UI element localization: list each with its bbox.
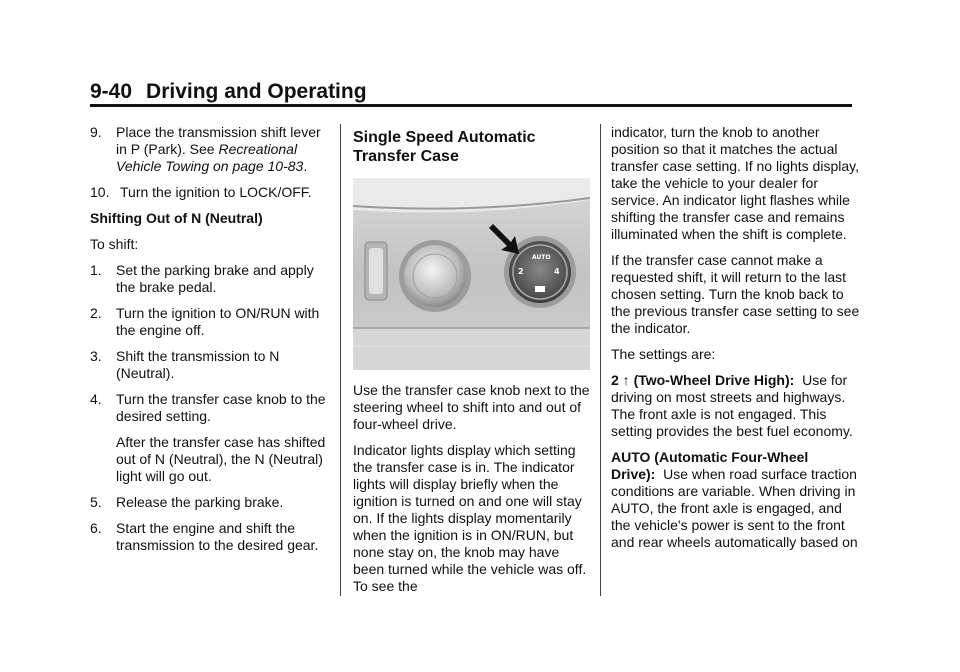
column-2 [353,124,593,604]
step-4: 4. Turn the transfer case knob to the desired setting. [90,391,326,424]
cross-reference-link[interactable]: Recreational Vehicle Towing on page 10-83 [116,141,304,174]
section-title: Single Speed Automatic Transfer Case [353,129,536,165]
paragraph: Indicator lights display which setting the transfer case is in. The indicator lights will display briefly when the ignition is turned on and one will stay on. If the lights display momentarily when the ignition is in ON/RUN, but none stay on, the knob may have been turned while the vehicle was off. To see the [353,442,587,594]
step-4-note: After the transfer case has shifted out of N (Neutral), the N (Neutral) light will go out. [116,434,326,484]
step-6: 6. Start the engine and shift the transmission to the desired gear. [90,520,319,553]
column-3 [611,124,861,560]
setting-label: 2 ↑ (Two-Wheel Drive High): [611,372,795,388]
setting-auto: AUTO (Automatic Four-Wheel Drive): Use when road surface traction conditions are variable. When driving in AUTO, the front axle is engaged, and the vehicle's power is sent to the front and rear wheels automatically based on [611,449,858,550]
auto-label: AUTO [532,254,551,261]
subsection-heading: Shifting Out of N (Neutral) [90,210,263,226]
transfer-case-knob-photo [353,178,590,370]
page-header [90,80,852,104]
step-9: 9. Place the transmission shift lever in P (Park). See Recreational Vehicle Towing on page 10-83. [90,124,321,174]
column-1 [90,124,330,563]
paragraph: Use the transfer case knob next to the steering wheel to shift into and out of four-wheel drive. [353,382,590,432]
step-2: 2. Turn the ignition to ON/RUN with the engine off. [90,305,320,338]
page-number: 9-40 [90,80,133,103]
column-divider-1 [340,124,341,596]
chapter-title: Driving and Operating [146,80,367,103]
setting-label: AUTO (Automatic Four-Wheel Drive): [611,449,809,482]
paragraph: indicator, turn the knob to another position so that it matches the actual transfer case setting. If no lights display, take the vehicle to your dealer for service. An indicator light flashes while shifting the transfer case and remains illuminated when the shift is complete. [611,124,859,242]
step-3: 3. Shift the transmission to N (Neutral). [90,348,280,381]
step-10: 10. Turn the ignition to LOCK/OFF. [90,184,312,200]
step-1: 1. Set the parking brake and apply the brake pedal. [90,262,314,295]
intro-text: To shift: [90,236,139,252]
two-label: 2 [518,267,524,276]
four-label: 4 [554,267,560,276]
neutral-indicator-icon [535,286,545,292]
column-divider-2 [600,124,601,596]
header-rule [90,104,852,107]
step-5: 5. Release the parking brake. [90,494,284,510]
paragraph: The settings are: [611,346,716,362]
setting-two-wheel: 2 ↑ (Two-Wheel Drive High): Use for driving on most streets and highways. The front axle is not engaged. This setting provides the best fuel economy. [611,372,853,439]
paragraph: If the transfer case cannot make a requested shift, it will return to the last chosen setting. Turn the knob back to the previous transfer case setting to see the indicator. [611,252,860,336]
